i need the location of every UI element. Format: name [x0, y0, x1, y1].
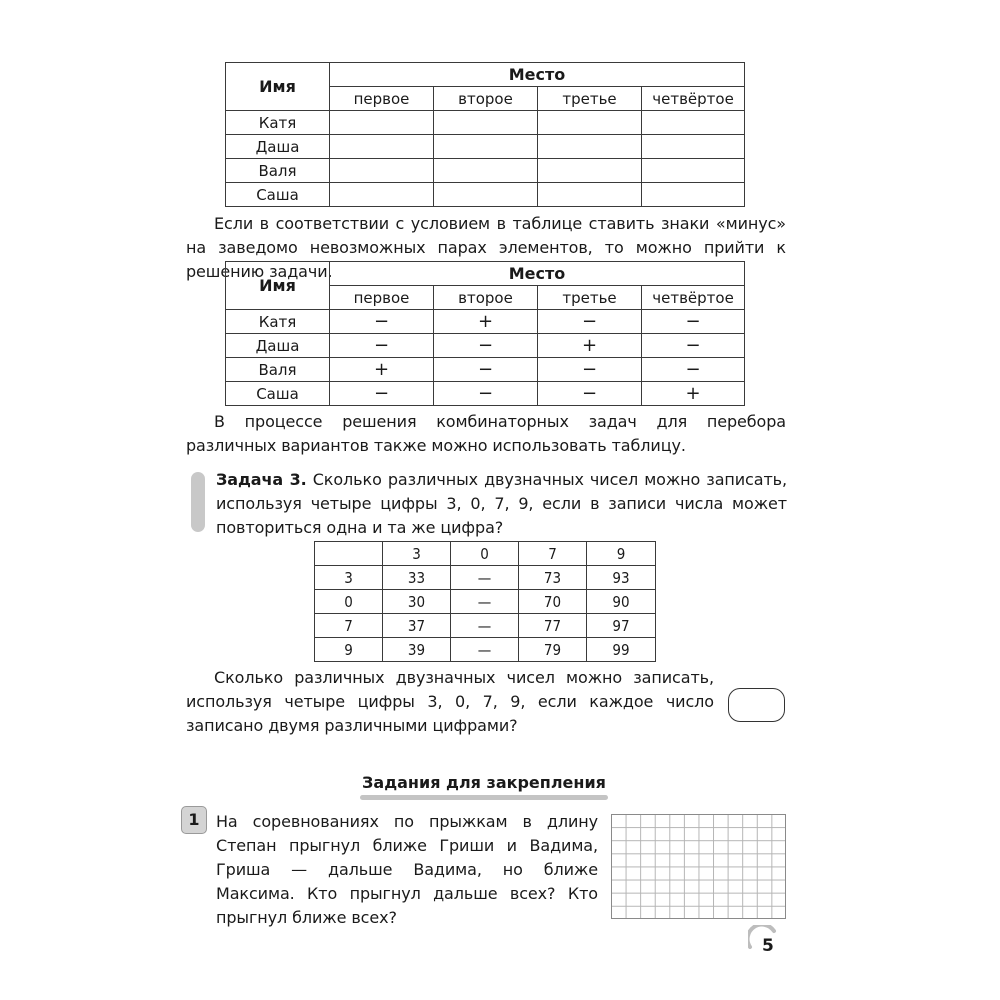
table-1-cell [538, 159, 642, 183]
task-3-label: Задача 3. [216, 470, 307, 489]
table-1 [225, 62, 745, 207]
exercise-1-text: На соревнованиях по прыжкам в длину Степан прыгнул ближе Гриши и Вадима, Гриша — дальше Вадима, но ближе Максима. Кто прыгнул дальше всех? Кто прыгнул ближе всех? [216, 812, 598, 927]
table-2-cell: − [434, 334, 538, 358]
table-row [226, 382, 745, 406]
table-2-cell: − [538, 358, 642, 382]
table-1-cell [434, 135, 538, 159]
table-3-cell: 0 [315, 590, 383, 614]
paragraph-minus-signs: Если в соответствии с условием в таблице ставить знаки «минус» на заведомо невозможных парах элементов, то можно прийти к решению задачи. [186, 214, 786, 281]
table-1-name: Валя [226, 159, 330, 183]
table-3-cell: 90 [587, 590, 656, 614]
table-3-cell: — [451, 590, 519, 614]
table-3-cell: 77 [519, 614, 587, 638]
table-1-cell [434, 111, 538, 135]
table-2-name: Даша [226, 334, 330, 358]
table-2-cell: − [538, 310, 642, 334]
task-3-text: Сколько различных двузначных чисел можно записать, используя четыре цифры 3, 0, 7, 9, если в записи числа может повториться одна и та же цифра? [216, 470, 787, 537]
table-1-name: Катя [226, 111, 330, 135]
table-2-place: второе [434, 286, 538, 310]
table-row [226, 111, 745, 135]
table-2-name: Саша [226, 382, 330, 406]
table-1-cell [434, 183, 538, 207]
table-1-place: второе [434, 87, 538, 111]
paragraph-combinatorics: В процессе решения комбинаторных задач для перебора различных вариантов также можно использовать таблицу. [186, 412, 786, 455]
table-1-cell [642, 111, 745, 135]
table-3-header-cell: 9 [587, 542, 656, 566]
table-2-cell: − [330, 334, 434, 358]
table-1-name: Даша [226, 135, 330, 159]
table-1-cell [434, 159, 538, 183]
table-1-cell [538, 135, 642, 159]
table-1-cell [330, 135, 434, 159]
table-3-cell: 70 [519, 590, 587, 614]
table-3-cell: 79 [519, 638, 587, 662]
table-2-place-header: Место [330, 262, 745, 286]
table-3-cell: 93 [587, 566, 656, 590]
table-1-cell [330, 111, 434, 135]
table-1-cell [330, 183, 434, 207]
table-2-name: Катя [226, 310, 330, 334]
table-row [226, 310, 745, 334]
table-row [226, 358, 745, 382]
grid-area[interactable] [611, 814, 786, 919]
table-row [226, 159, 745, 183]
section-title: Задания для закрепления [362, 773, 606, 792]
table-3-cell: 39 [383, 638, 451, 662]
table-2-place: третье [538, 286, 642, 310]
table-1-place: четвёртое [642, 87, 745, 111]
table-1-cell [642, 159, 745, 183]
section-title-underline [360, 795, 608, 800]
table-2-cell: − [434, 358, 538, 382]
table-1-cell [538, 183, 642, 207]
table-3-cell: — [451, 638, 519, 662]
table-3-cell: 73 [519, 566, 587, 590]
table-1-place: первое [330, 87, 434, 111]
table-row [315, 542, 656, 566]
table-2-cell: − [434, 382, 538, 406]
table-3-cell: 33 [383, 566, 451, 590]
table-3-cell: — [451, 566, 519, 590]
table-3-header-cell: 0 [451, 542, 519, 566]
page-number: 5 [762, 936, 774, 956]
paragraph-question: Сколько различных двузначных чисел можно записать, используя четыре цифры 3, 0, 7, 9, если каждое число записано двумя различными цифрами? [186, 668, 714, 735]
answer-box[interactable] [728, 688, 785, 722]
table-3-cell: 37 [383, 614, 451, 638]
table-row [226, 183, 745, 207]
table-2-cell: − [642, 310, 745, 334]
table-row [226, 135, 745, 159]
table-2-name-header: Имя [226, 262, 330, 310]
table-2-place: первое [330, 286, 434, 310]
table-3-cell: — [451, 614, 519, 638]
table-2-cell: − [642, 334, 745, 358]
table-row [315, 590, 656, 614]
table-2-name: Валя [226, 358, 330, 382]
table-1-cell [538, 111, 642, 135]
table-3 [314, 541, 656, 662]
table-3-cell: 97 [587, 614, 656, 638]
task-marker-bar [191, 472, 205, 532]
table-2-cell: + [538, 334, 642, 358]
table-2 [225, 261, 745, 406]
table-2-cell: + [642, 382, 745, 406]
table-3-header-cell: 7 [519, 542, 587, 566]
table-3-cell: 9 [315, 638, 383, 662]
table-row [315, 614, 656, 638]
table-1-name: Саша [226, 183, 330, 207]
table-3-header-cell [315, 542, 383, 566]
table-2-cell: − [642, 358, 745, 382]
table-2-cell: − [538, 382, 642, 406]
table-1-place: третье [538, 87, 642, 111]
table-2-cell: + [434, 310, 538, 334]
table-1-name-header: Имя [226, 63, 330, 111]
table-3-cell: 7 [315, 614, 383, 638]
table-1-place-header: Место [330, 63, 745, 87]
table-2-cell: − [330, 310, 434, 334]
table-3-cell: 3 [315, 566, 383, 590]
table-row [226, 334, 745, 358]
table-2-cell: − [330, 382, 434, 406]
table-1-cell [642, 183, 745, 207]
table-row [315, 638, 656, 662]
table-2-place: четвёртое [642, 286, 745, 310]
table-3-cell: 99 [587, 638, 656, 662]
table-2-cell: + [330, 358, 434, 382]
table-1-cell [330, 159, 434, 183]
table-3-header-cell: 3 [383, 542, 451, 566]
table-row [315, 566, 656, 590]
exercise-number-badge: 1 [181, 806, 207, 834]
table-3-cell: 30 [383, 590, 451, 614]
task-3 [216, 468, 787, 540]
table-1-cell [642, 135, 745, 159]
